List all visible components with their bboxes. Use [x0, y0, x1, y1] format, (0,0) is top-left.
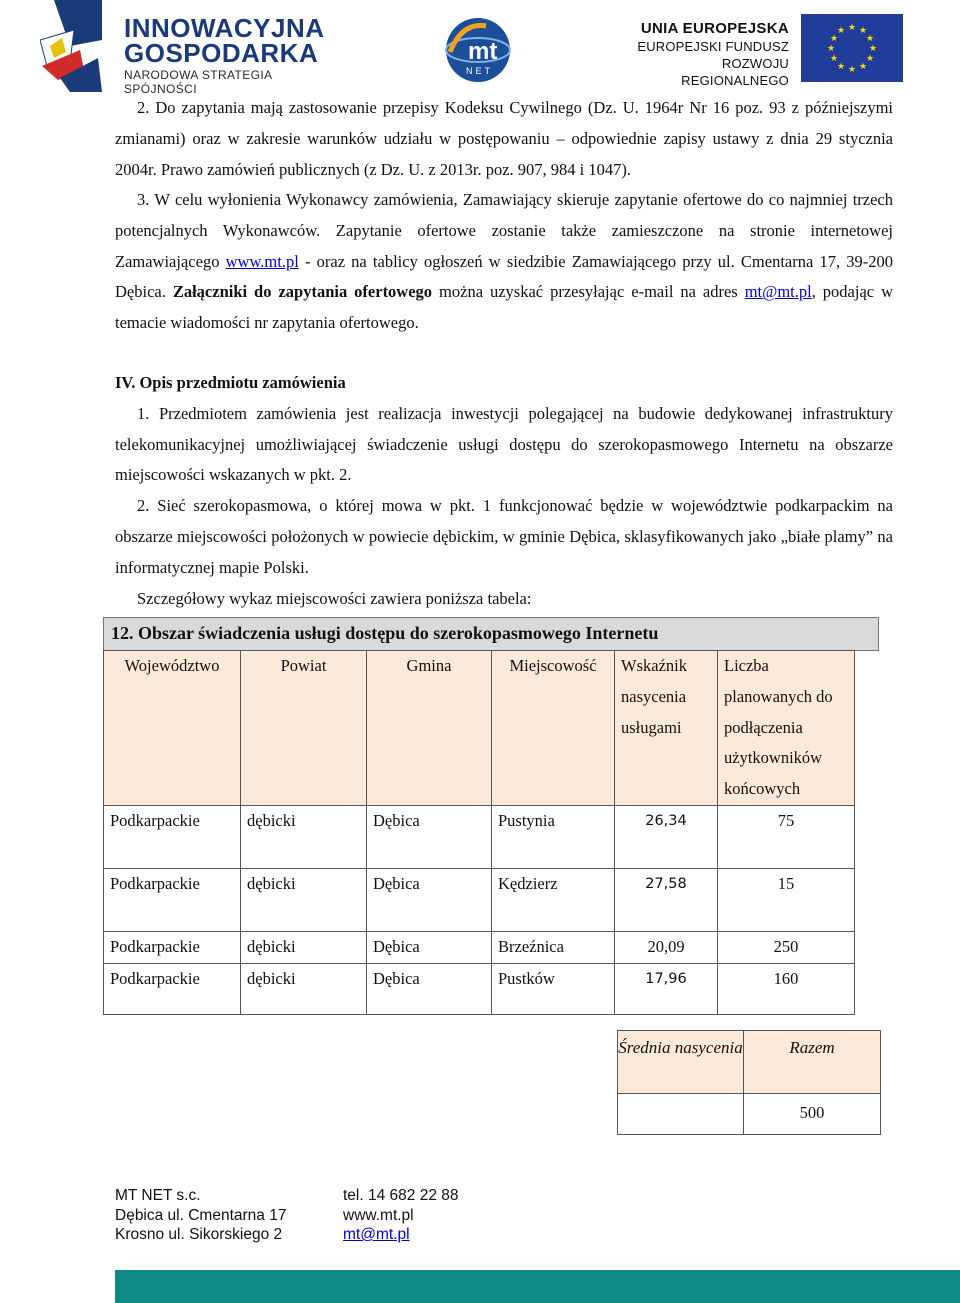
section-iv-point-2: 2. Sieć szerokopasmowa, o której mowa w pkt. 1 funkcjonować będzie w województwie podkarpackim na obszarze miejscowości położonych w powiecie dębickim, w gminie Dębica, sklasyfikowanych jako „białe plamy” na informatycznej mapie Polski. [115, 496, 893, 577]
mt-logo-text: NET [466, 66, 493, 76]
cell: Dębica [367, 931, 492, 963]
svg-text:★: ★ [836, 26, 846, 36]
eu-flag-icon [801, 14, 903, 82]
header-cell: Liczba planowanych do podłączenia użytkowników końcowych [718, 651, 855, 806]
attachments-bold: Załączniki do zapytania ofertowego [172, 282, 433, 302]
cell: 75 [718, 805, 855, 868]
total-label: Razem [744, 1031, 881, 1094]
footer-color-bar [115, 1270, 960, 1303]
innowacyjna-gospodarka-logo [40, 0, 325, 96]
cell: 160 [718, 963, 855, 1014]
cell: Brzeźnica [492, 931, 615, 963]
svg-text:★: ★ [865, 54, 875, 64]
table-header-row [104, 651, 855, 806]
footer-contact [343, 1186, 459, 1245]
cell: 250 [718, 931, 855, 963]
footer-email-link[interactable]: mt@mt.pl [343, 1226, 410, 1243]
cell: dębicki [241, 868, 367, 931]
address-debica: Dębica ul. Cmentarna 17 [115, 1206, 287, 1224]
cell: dębicki [241, 963, 367, 1014]
cell: dębicki [241, 805, 367, 868]
company-name: MT NET s.c. [115, 1187, 201, 1204]
table-title: 12. Obszar świadczenia usługi dostępu do szerokopasmowego Internetu [103, 617, 879, 651]
svg-text:★: ★ [868, 44, 878, 54]
table-row [104, 931, 855, 963]
cell: Dębica [367, 963, 492, 1014]
svg-text:★: ★ [826, 44, 836, 54]
header-cell: Wskaźnik nasycenia usługami [615, 651, 718, 806]
section-3-text: 3. W celu wyłonienia Wykonawcy zamówienia, Zamawiający skieruje zapytanie ofertowe do co najmniej trzech potencjalnych Wykonawców. Zapytanie ofertowe zostanie także zamieszczone na stronie internetowej Zamawiającego www.mt.pl - oraz na tablicy ogłoszeń w siedzibie Zamawiającego przy ul. Cmentarna 17, 39-200 Dębica. Załączniki do zapytania ofertowego można uzyskać przesyłając e-mail na adres mt@mt.pl, podając w temacie wiadomości nr zapytania ofertowego. [115, 190, 893, 333]
cell: Podkarpackie [104, 931, 241, 963]
address-krosno: Krosno ul. Sikorskiego 2 [115, 1226, 283, 1243]
section-iv-point-1: 1. Przedmiotem zamówienia jest realizacja inwestycji polegającej na budowie dedykowanej infrastruktury telekomunikacyjnej umożliwiającej świadczenie usługi dostępu do szerokopasmowego Internetu na obszarze miejscowości wskazanych w pkt. 2. [115, 403, 893, 485]
cell: Dębica [367, 868, 492, 931]
website-link[interactable]: www.mt.pl [225, 251, 299, 271]
cell: dębicki [241, 931, 367, 963]
cell: 20,09 [615, 931, 718, 963]
svg-text:★: ★ [865, 34, 875, 44]
cell: Podkarpackie [104, 805, 241, 868]
locations-table [103, 650, 855, 1015]
section-iv [115, 368, 893, 614]
cell: 26,34 [615, 805, 718, 868]
table-row [104, 963, 855, 1014]
section-3-paragraph [115, 185, 893, 339]
total-value: 500 [744, 1094, 881, 1135]
footer-website[interactable]: www.mt.pl [343, 1206, 414, 1224]
avg-saturation-value [618, 1094, 744, 1135]
cell: 27,58 [615, 868, 718, 931]
eu-title: UNIA EUROPEJSKA [640, 20, 789, 37]
ig-title-line2: GOSPODARKA [124, 38, 319, 68]
cell: 17,96 [615, 963, 718, 1014]
phone: tel. 14 682 22 88 [343, 1187, 459, 1204]
table-row [104, 805, 855, 868]
table-row [104, 868, 855, 931]
mt-globe-icon [442, 12, 520, 84]
svg-text:★: ★ [847, 65, 857, 75]
avg-saturation-label: Średnia nasycenia [618, 1031, 744, 1094]
cell: Pustynia [492, 805, 615, 868]
section-iv-heading: IV. Opis przedmiotu zamówienia [115, 373, 346, 392]
ig-title-line1: INNOWACYJNA [124, 13, 325, 43]
svg-text:★: ★ [858, 26, 868, 36]
section-iv-table-intro: Szczegółowy wykaz miejscowości zawiera poniższa tabela: [137, 588, 532, 608]
header-cell: Powiat [241, 651, 367, 806]
svg-text:★: ★ [858, 62, 868, 72]
summary-table [617, 1030, 881, 1135]
summary-label-row [618, 1031, 881, 1094]
mt-net-logo [442, 12, 520, 84]
page-header [0, 0, 960, 96]
footer-address [115, 1186, 286, 1245]
eu-fund-line1: EUROPEJSKI FUNDUSZ [637, 39, 789, 54]
eu-fund-line2: ROZWOJU REGIONALNEGO [681, 56, 789, 88]
cell: Pustków [492, 963, 615, 1014]
svg-text:★: ★ [836, 62, 846, 72]
eu-logo [617, 14, 907, 88]
svg-text:★: ★ [847, 23, 857, 33]
header-cell: Województwo [104, 651, 241, 806]
header-cell: Gmina [367, 651, 492, 806]
cell: 15 [718, 868, 855, 931]
svg-text:mt: mt [468, 38, 498, 65]
section-2-paragraph [115, 93, 893, 185]
section-2-text: 2. Do zapytania mają zastosowanie przepisy Kodeksu Cywilnego (Dz. U. 1964r Nr 16 poz. 93 z późniejszymi zmianami) oraz w zakresie warunków udziału w postępowaniu – odpowiednie zapisy ustawy z dnia 29 stycznia 2004r. Prawo zamówień publicznych (z Dz. U. z 2013r. poz. 907, 984 i 1047). [115, 98, 893, 179]
header-cell: Miejscowość [492, 651, 615, 806]
svg-text:★: ★ [829, 54, 839, 64]
cell: Podkarpackie [104, 963, 241, 1014]
cell: Dębica [367, 805, 492, 868]
summary-value-row [618, 1094, 881, 1135]
svg-text:★: ★ [829, 34, 839, 44]
ig-subtitle: NARODOWA STRATEGIA SPÓJNOŚCI [124, 68, 272, 96]
cell: Podkarpackie [104, 868, 241, 931]
cell: Kędzierz [492, 868, 615, 931]
email-link[interactable]: mt@mt.pl [744, 282, 812, 302]
ig-star-mark-icon [40, 0, 102, 92]
